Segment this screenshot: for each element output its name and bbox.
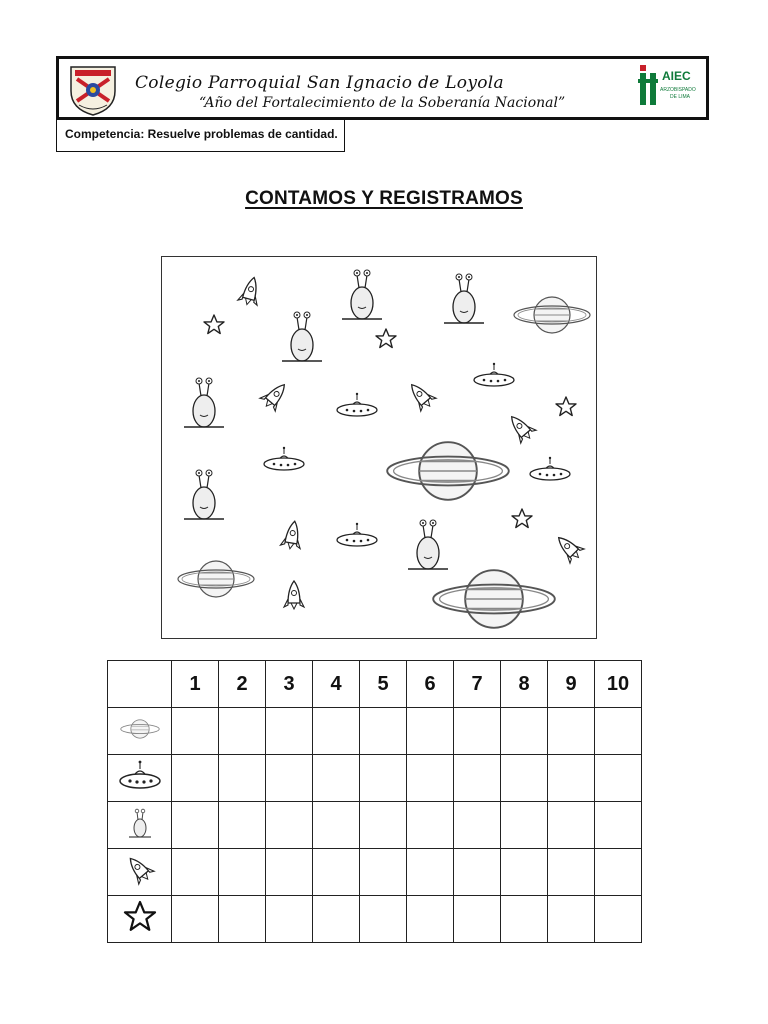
rocket-icon	[237, 275, 264, 307]
alien-icon	[282, 312, 322, 361]
tally-cell[interactable]	[501, 802, 548, 849]
tally-cell[interactable]	[501, 849, 548, 896]
tally-cell[interactable]	[407, 755, 454, 802]
planet-icon	[118, 716, 162, 742]
counting-picture	[161, 256, 597, 639]
tally-cell[interactable]	[266, 849, 313, 896]
ufo-icon	[337, 393, 377, 416]
row-label-cell	[108, 755, 172, 802]
tally-cell[interactable]	[454, 708, 501, 755]
tally-cell[interactable]	[595, 896, 642, 943]
tally-cell[interactable]	[548, 708, 595, 755]
tally-cell[interactable]	[407, 896, 454, 943]
ufo-icon	[337, 523, 377, 546]
ufo-icon	[117, 759, 163, 793]
column-number: 1	[172, 661, 219, 708]
rocket-icon	[552, 531, 586, 565]
counting-table	[107, 660, 642, 943]
alien-icon	[408, 520, 448, 569]
table-corner-cell	[108, 661, 172, 708]
column-number: 7	[454, 661, 501, 708]
column-number: 6	[407, 661, 454, 708]
tally-cell[interactable]	[501, 896, 548, 943]
header-banner	[56, 56, 709, 120]
tally-cell[interactable]	[501, 708, 548, 755]
tally-cell[interactable]	[219, 708, 266, 755]
tally-cell[interactable]	[454, 755, 501, 802]
planet-icon	[433, 570, 555, 628]
tally-cell[interactable]	[172, 849, 219, 896]
table-row-planet	[108, 708, 642, 755]
tally-cell[interactable]	[313, 896, 360, 943]
aiec-logo-subtext: ARZOBISPADO	[660, 87, 696, 93]
column-number: 8	[501, 661, 548, 708]
tally-cell[interactable]	[548, 896, 595, 943]
star-icon	[376, 329, 396, 348]
tally-cell[interactable]	[595, 802, 642, 849]
planet-icon	[178, 561, 254, 597]
tally-cell[interactable]	[501, 755, 548, 802]
column-number: 3	[266, 661, 313, 708]
row-label-cell	[108, 896, 172, 943]
star-icon	[556, 397, 576, 416]
tally-cell[interactable]	[172, 896, 219, 943]
aiec-emblem-icon	[638, 65, 660, 105]
tally-cell[interactable]	[548, 755, 595, 802]
school-crest-icon	[65, 61, 121, 117]
planet-icon	[387, 442, 509, 500]
alien-icon	[184, 378, 224, 427]
row-label-cell	[108, 802, 172, 849]
column-number: 9	[548, 661, 595, 708]
alien-icon	[125, 806, 155, 840]
tally-cell[interactable]	[219, 755, 266, 802]
tally-cell[interactable]	[407, 708, 454, 755]
column-number: 5	[360, 661, 407, 708]
tally-cell[interactable]	[454, 849, 501, 896]
tally-cell[interactable]	[595, 849, 642, 896]
tally-cell[interactable]	[313, 849, 360, 896]
tally-cell[interactable]	[360, 708, 407, 755]
tally-cell[interactable]	[407, 849, 454, 896]
aiec-logo	[638, 65, 700, 111]
tally-cell[interactable]	[313, 708, 360, 755]
tally-cell[interactable]	[360, 802, 407, 849]
tally-cell[interactable]	[266, 708, 313, 755]
tally-cell[interactable]	[266, 896, 313, 943]
rocket-icon	[284, 581, 304, 609]
row-label-cell	[108, 708, 172, 755]
rocket-icon	[404, 378, 437, 412]
tally-cell[interactable]	[548, 849, 595, 896]
ufo-icon	[474, 363, 514, 386]
tally-cell[interactable]	[219, 802, 266, 849]
aiec-logo-subtext-2: DE LIMA	[670, 94, 691, 100]
ufo-icon	[530, 457, 570, 480]
table-row-rocket	[108, 849, 642, 896]
tally-cell[interactable]	[595, 708, 642, 755]
column-number: 4	[313, 661, 360, 708]
competencia-label: Competencia: Resuelve problemas de cantidad.	[56, 120, 345, 152]
tally-cell[interactable]	[172, 755, 219, 802]
alien-icon	[444, 274, 484, 323]
tally-cell[interactable]	[360, 896, 407, 943]
table-row-ufo	[108, 755, 642, 802]
tally-cell[interactable]	[360, 755, 407, 802]
star-icon	[123, 900, 157, 934]
alien-icon	[184, 470, 224, 519]
tally-cell[interactable]	[548, 802, 595, 849]
tally-cell[interactable]	[219, 849, 266, 896]
row-label-cell	[108, 849, 172, 896]
star-icon	[204, 315, 224, 334]
year-slogan: “Año del Fortalecimiento de la Soberanía Nacional”	[199, 95, 566, 111]
tally-cell[interactable]	[313, 755, 360, 802]
alien-icon	[342, 270, 382, 319]
table-row-alien	[108, 802, 642, 849]
space-illustration	[162, 257, 598, 640]
rocket-icon	[122, 852, 158, 888]
school-name: Colegio Parroquial San Ignacio de Loyola	[135, 73, 504, 93]
tally-cell[interactable]	[266, 755, 313, 802]
ufo-icon	[264, 447, 304, 470]
aiec-logo-text: AIEC	[662, 69, 691, 83]
rocket-icon	[280, 520, 305, 551]
page-title: CONTAMOS Y REGISTRAMOS	[245, 188, 523, 209]
tally-cell[interactable]	[172, 802, 219, 849]
table-header-row	[108, 661, 642, 708]
star-icon	[512, 509, 532, 528]
tally-cell[interactable]	[454, 896, 501, 943]
rocket-icon	[259, 378, 292, 412]
column-number: 2	[219, 661, 266, 708]
tally-cell[interactable]	[172, 708, 219, 755]
tally-cell[interactable]	[266, 802, 313, 849]
planet-icon	[514, 297, 590, 333]
tally-cell[interactable]	[360, 849, 407, 896]
rocket-icon	[504, 410, 537, 444]
tally-cell[interactable]	[313, 802, 360, 849]
column-number: 10	[595, 661, 642, 708]
tally-cell[interactable]	[595, 755, 642, 802]
tally-cell[interactable]	[454, 802, 501, 849]
table-row-star	[108, 896, 642, 943]
tally-cell[interactable]	[407, 802, 454, 849]
tally-cell[interactable]	[219, 896, 266, 943]
